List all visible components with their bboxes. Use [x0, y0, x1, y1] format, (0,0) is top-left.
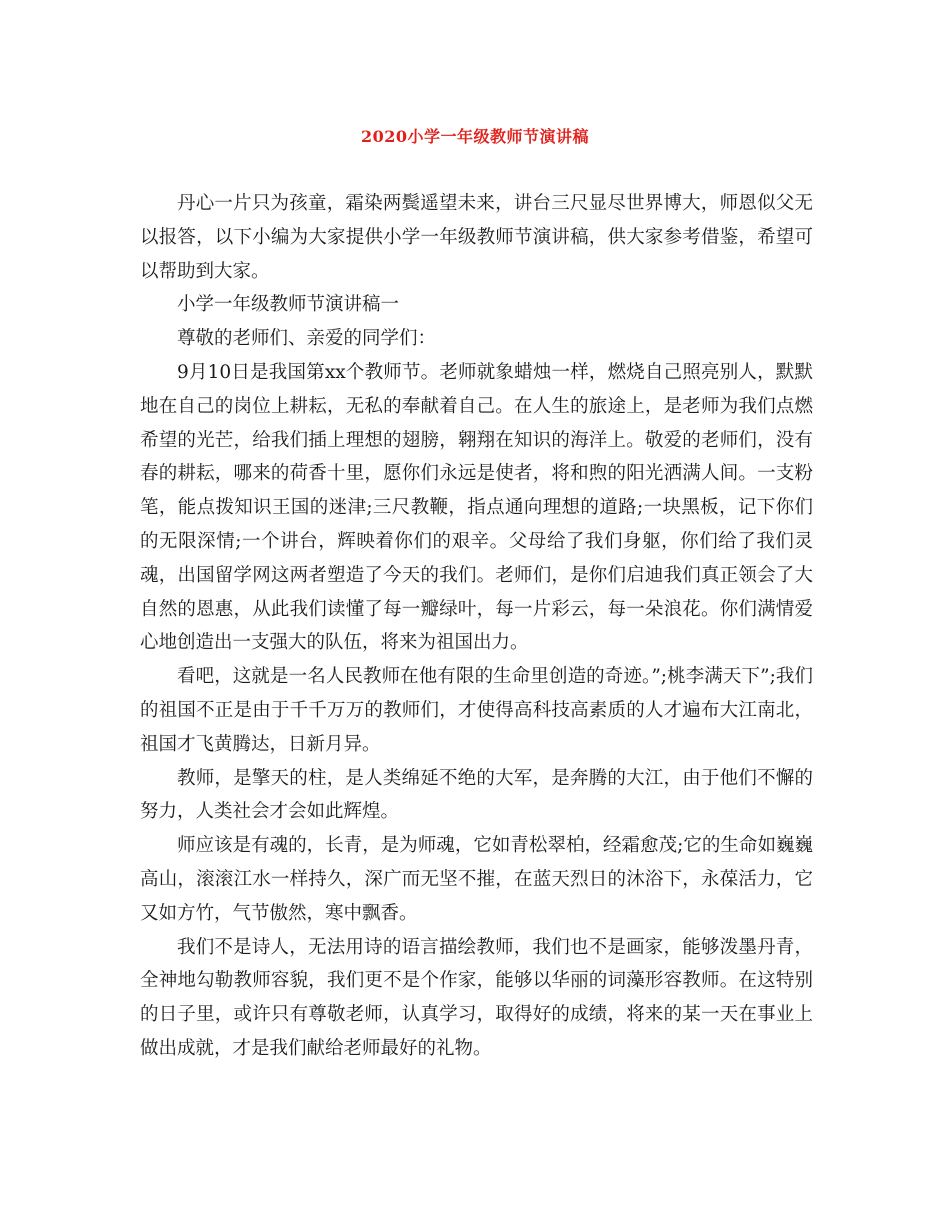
page-title: 2020小学一年级教师节演讲稿 — [360, 127, 590, 146]
intro-paragraph: 丹心一片只为孩童，霜染两鬓遥望未来，讲台三尺显尽世界博大，师恩似父无以报答，以下小编为大家提供小学一年级教师节演讲稿，供大家参考借鉴，希望可以帮助到大家。 — [140, 193, 813, 282]
body-paragraph: 师应该是有魂的，长青，是为师魂，它如青松翠柏，经霜愈茂;它的生命如巍巍高山，滚滚江水一样持久，深广而无坚不摧，在蓝天烈日的沐浴下，永葆活力，它又如方竹，气节傲然，寒中飘香。 — [140, 835, 813, 924]
document-body — [140, 187, 813, 1066]
body-paragraph: 看吧，这就是一名人民教师在他有限的生命里创造的奇迹。”;桃李满天下”;我们的祖国不正是由于千千万万的教师们，才使得高科技高素质的人才遍布大江南北，祖国才飞黄腾达，日新月异。 — [140, 666, 813, 755]
body-paragraph: 教师，是擎天的柱，是人类绵延不绝的大军，是奔腾的大江，由于他们不懈的努力，人类社会才会如此辉煌。 — [140, 767, 813, 823]
salutation: 尊敬的老师们、亲爱的同学们： — [177, 328, 437, 350]
body-paragraph: 我们不是诗人，无法用诗的语言描绘教师，我们也不是画家，能够泼墨丹青，全神地勾勒教师容貌，我们更不是个作家，能够以华丽的词藻形容教师。在这特别的日子里，或许只有尊敬老师，认真学习，取得好的成绩，将来的某一天在事业上做出成就，才是我们献给老师最好的礼物。 — [140, 936, 813, 1059]
body-paragraph: 9月10日是我国第xx个教师节。老师就象蜡烛一样，燃烧自己照亮别人，默默地在自己的岗位上耕耘，无私的奉献着自己。在人生的旅途上，是老师为我们点燃希望的光芒，给我们插上理想的翅膀，翱翔在知识的海洋上。敬爱的老师们，没有春的耕耘，哪来的荷香十里，愿你们永远是使者，将和煦的阳光洒满人间。一支粉笔，能点拨知识王国的迷津;三尺教鞭，指点通向理想的道路;一块黑板，记下你们的无限深情;一个讲台，辉映着你们的艰辛。父母给了我们身躯，你们给了我们灵魂，出国留学网这两者塑造了今天的我们。老师们，是你们启迪我们真正领会了大自然的恩惠，从此我们读懂了每一瓣绿叶，每一片彩云，每一朵浪花。你们满情爱心地创造出一支强大的队伍，将来为祖国出力。 — [140, 361, 813, 654]
section-heading: 小学一年级教师节演讲稿一 — [177, 294, 400, 316]
